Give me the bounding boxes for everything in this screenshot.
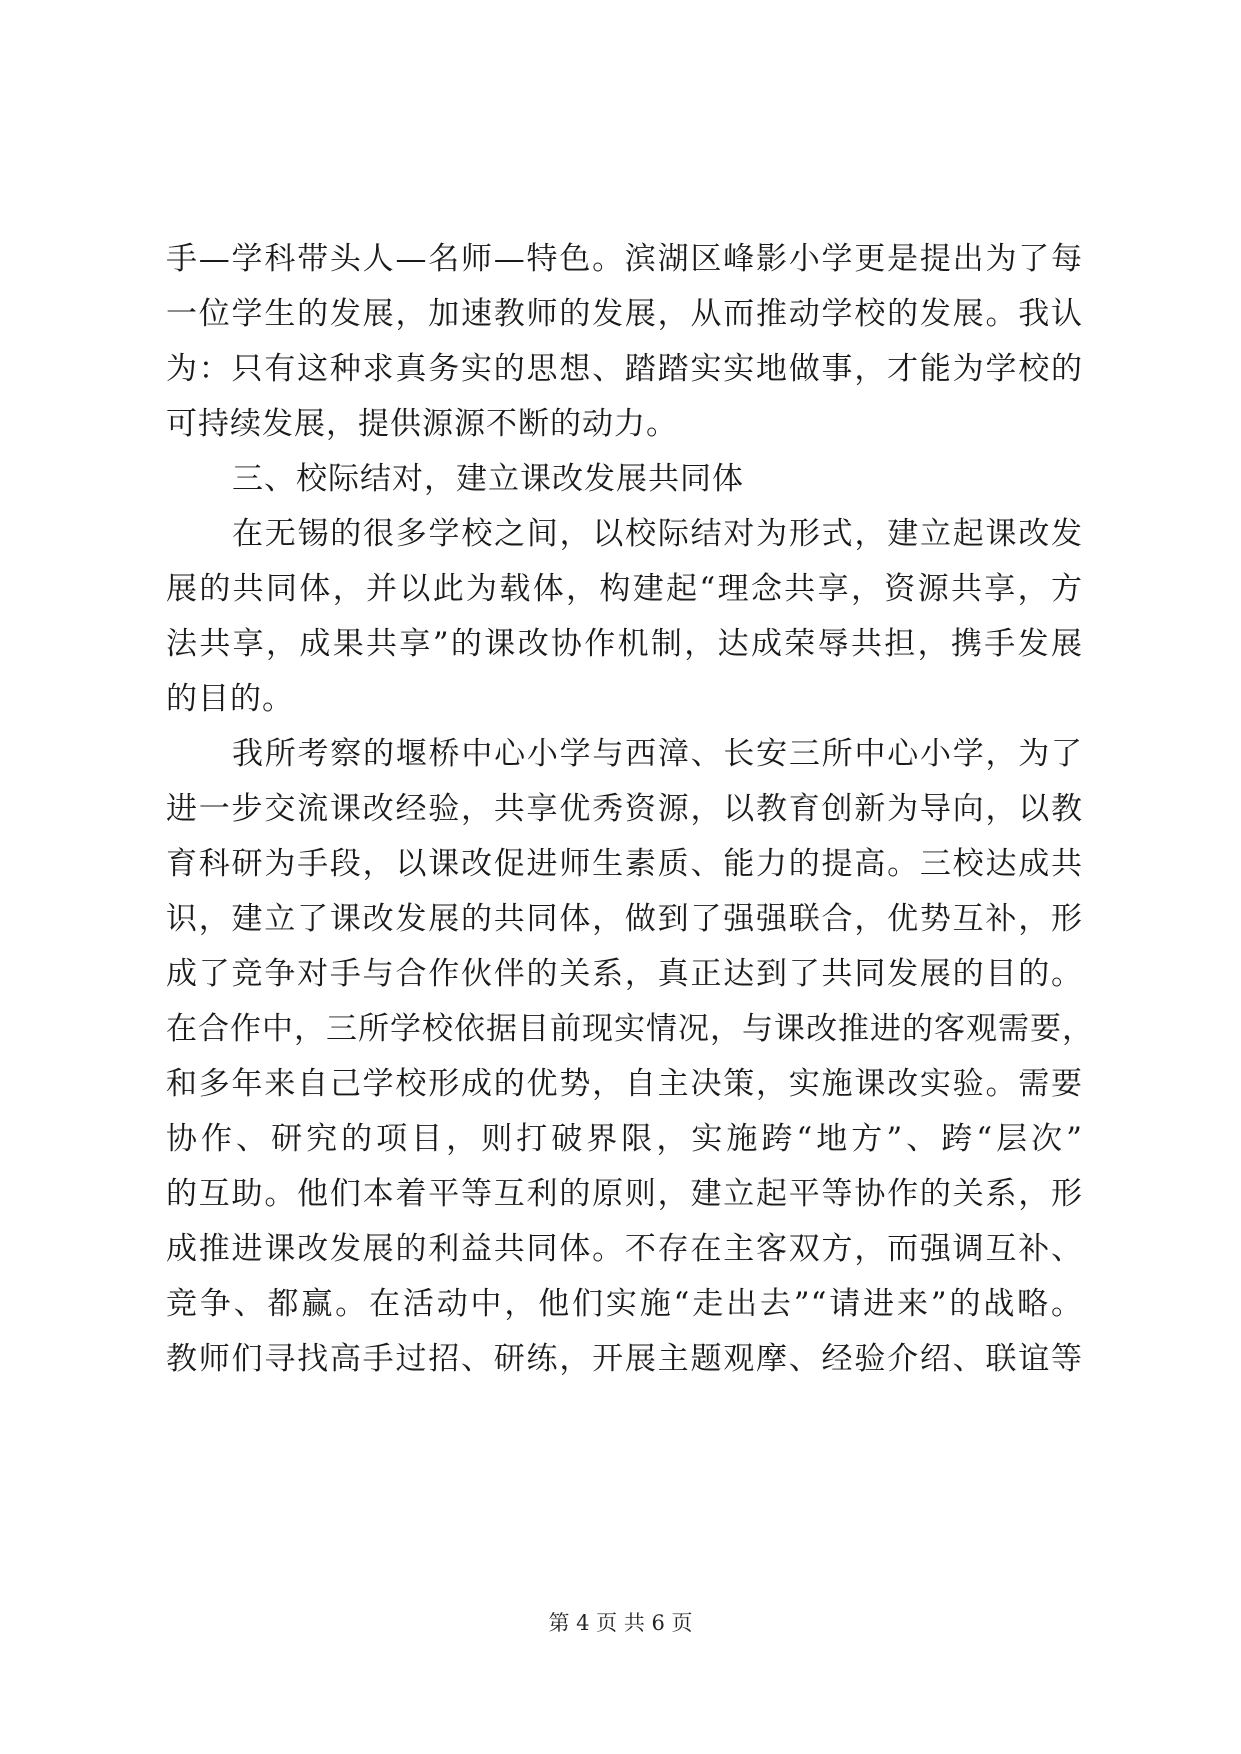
text-line: 协作、研究的项目，则打破界限，实施跨“地方”、跨“层次” [166, 1121, 1083, 1157]
text-line: 手—学科带头人—名师—特色。滨湖区峰影小学更是提出为了每 [166, 241, 1083, 277]
text-line: 教师们寻找高手过招、研练，开展主题观摩、经验介绍、联谊等 [166, 1341, 1083, 1377]
body-text [166, 232, 1094, 1387]
text-line: 可持续发展，提供源源不断的动力。 [166, 406, 678, 442]
text-line: 在合作中，三所学校依据目前现实情况，与课改推进的客观需要， [166, 1011, 1094, 1047]
text-line: 进一步交流课改经验，共享优秀资源，以教育创新为导向，以教 [166, 791, 1083, 827]
text-line: 竞争、都赢。在活动中，他们实施“走出去”“请进来”的战略。 [166, 1286, 1083, 1322]
text-line: 成了竞争对手与合作伙伴的关系，真正达到了共同发展的目的。 [166, 956, 1083, 992]
text-line: 育科研为手段，以课改促进师生素质、能力的提高。三校达成共 [166, 846, 1083, 882]
text-line: 为：只有这种求真务实的思想、踏踏实实地做事，才能为学校的 [166, 351, 1083, 387]
text-line: 成推进课改发展的利益共同体。不存在主客双方，而强调互补、 [166, 1231, 1083, 1267]
text-line: 展的共同体，并以此为载体，构建起“理念共享，资源共享，方 [166, 571, 1083, 607]
text-line: 识，建立了课改发展的共同体，做到了强强联合，优势互补，形 [166, 901, 1083, 937]
text-line: 一位学生的发展，加速教师的发展，从而推动学校的发展。我认 [166, 296, 1083, 332]
page-number-footer: 第 4 页 共 6 页 [548, 1611, 693, 1635]
text-line: 法共享，成果共享”的课改协作机制，达成荣辱共担，携手发展 [166, 626, 1083, 662]
text-line: 我所考察的堰桥中心小学与西漳、长安三所中心小学，为了 [232, 736, 1083, 772]
text-line: 和多年来自己学校形成的优势，自主决策，实施课改实验。需要 [166, 1066, 1083, 1102]
text-line: 在无锡的很多学校之间，以校际结对为形式，建立起课改发 [232, 516, 1083, 552]
section-heading: 三、校际结对，建立课改发展共同体 [232, 461, 744, 497]
text-line: 的目的。 [166, 681, 294, 717]
text-line: 的互助。他们本着平等互利的原则，建立起平等协作的关系，形 [166, 1176, 1083, 1212]
